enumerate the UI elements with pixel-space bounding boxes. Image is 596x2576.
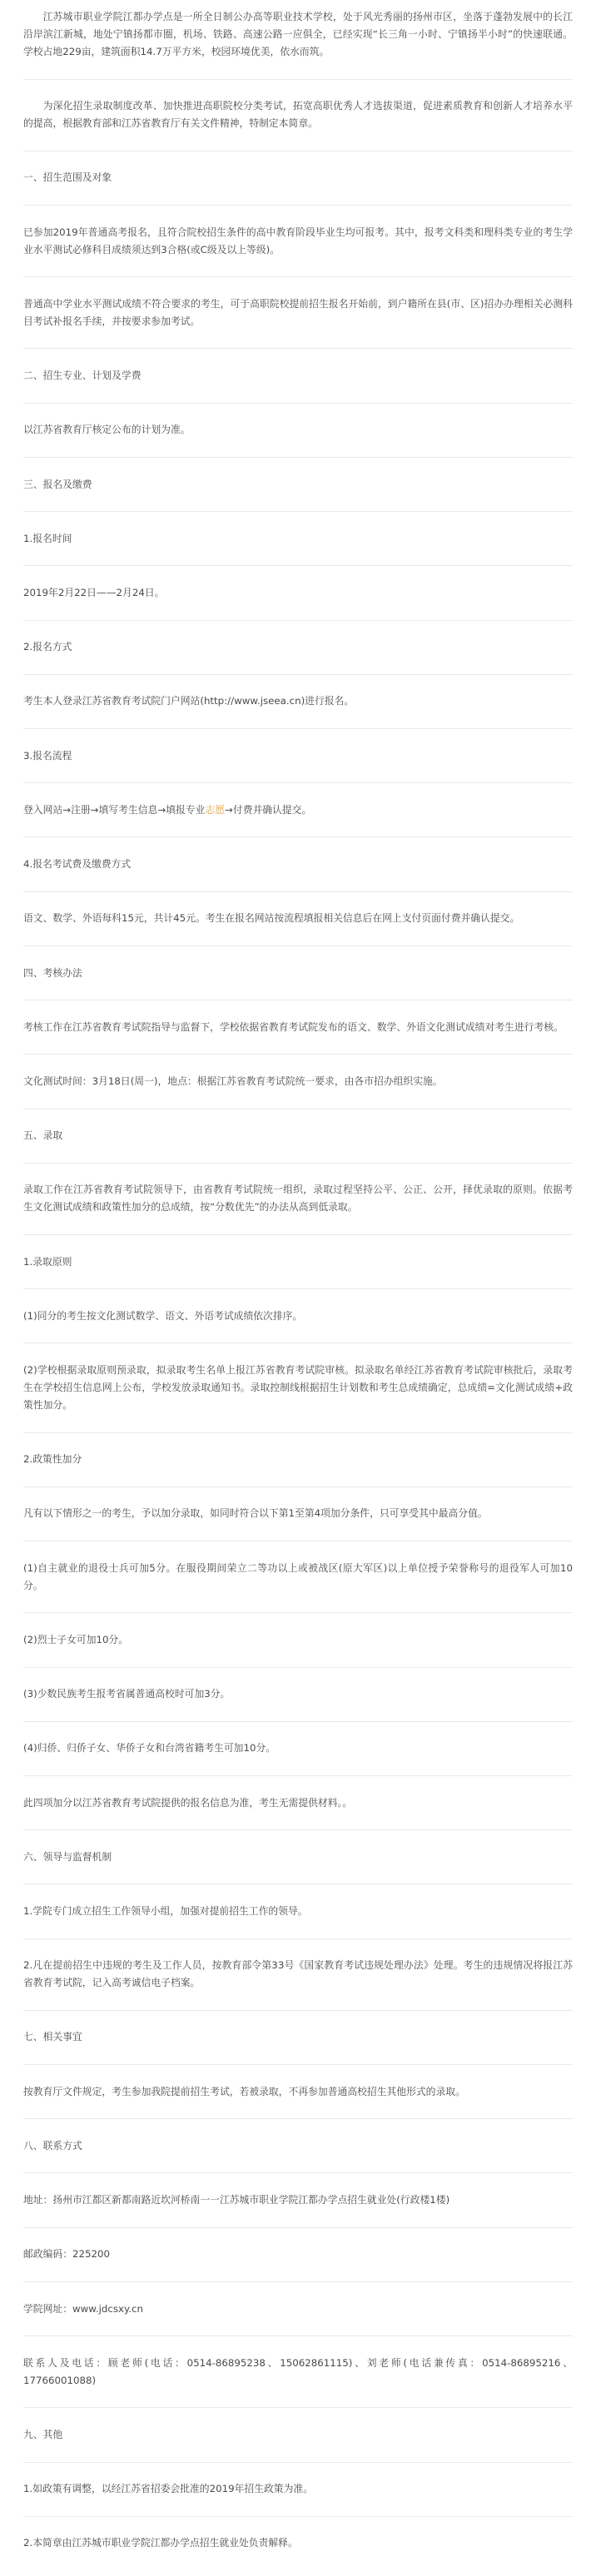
divider [23, 2064, 573, 2065]
divider [23, 403, 573, 404]
divider [23, 782, 573, 783]
paragraph: 学院网址：www.jdcsxy.cn [23, 2302, 143, 2315]
divider [23, 1054, 573, 1055]
paragraph: 3.报名流程 [23, 749, 72, 762]
paragraph: 联系人及电话：顾老师(电话：0514-86895238、15062861115)、刘老师(电话兼传真：0514-86895216、17766001088) [23, 2356, 573, 2386]
divider [23, 2227, 573, 2228]
paragraph: 1.学院专门成立招生工作领导小组，加强对提前招生工作的领导。 [23, 1905, 308, 1917]
divider [23, 836, 573, 837]
paragraph: 四、考核办法 [23, 966, 82, 979]
paragraph: (3)少数民族考生报考省属普通高校时可加3分。 [23, 1688, 231, 1700]
divider [23, 205, 573, 206]
flow-highlight: 志愿 [205, 803, 226, 816]
divider [23, 1667, 573, 1668]
paragraph: 录取工作在江苏省教育考试院领导下，由省教育考试院统一组织，录取过程坚持公平、公正、公开，择优录取的原则。依据考生文化测试成绩和政策性加分的总成绩，按“分数优先”的办法从高到低录取。 [23, 1184, 573, 1214]
paragraph: 1.报名时间 [23, 532, 72, 544]
paragraph: 1.如政策有调整，以经江苏省招委会批准的2019年招生政策为准。 [23, 2483, 313, 2495]
paragraph: 为深化招生录取制度改革、加快推进高职院校分类考试，拓宽高职优秀人才选拔渠道，促进素质教育和创新人才培养水平的提高，根据教育部和江苏省教育厅有关文件精神，特制定本简章。 [23, 100, 573, 130]
divider [23, 79, 573, 80]
paragraph: 4.报名考试费及缴费方式 [23, 858, 132, 871]
paragraph: 普通高中学业水平测试成绩不符合要求的考生，可于高职院校提前招生报名开始前，到户籍所在县(市、区)招办办理相关必测科目考试补报名手续，并按要求参加考试。 [23, 297, 573, 327]
divider [23, 620, 573, 621]
paragraph: 2019年2月22日——2月24日。 [23, 586, 165, 598]
paragraph: 考生本人登录江苏省教育考试院门户网站(http://www.jseea.cn)进行报名。 [23, 695, 355, 707]
divider [23, 1938, 573, 1939]
divider [23, 2407, 573, 2408]
paragraph: 二、招生专业、计划及学费 [23, 370, 142, 382]
divider [23, 2462, 573, 2463]
divider [23, 2010, 573, 2011]
paragraph: (1)自主就业的退役士兵可加5分。在服役期间荣立二等功以上或被战区(原大军区)以上单位授予荣誉称号的退役军人可加10分。 [23, 1561, 573, 1591]
paragraph: (2)烈士子女可加10分。 [23, 1633, 129, 1645]
divider [23, 2172, 573, 2173]
divider [23, 1775, 573, 1776]
paragraph: 2.报名方式 [23, 641, 72, 653]
divider [23, 2516, 573, 2517]
divider [23, 457, 573, 458]
paragraph: 文化测试时间：3月18日(周一)，地点：根据江苏省教育考试院统一要求，由各市招办组织实施。 [23, 1075, 443, 1087]
paragraph: (2)学校根据录取原则预录取，拟录取考生名单上报江苏省教育考试院审核。拟录取名单经江苏省教育考试院审核批后，录取考生在学校招生信息网上公布，学校发放录取通知书。录取控制线根据招生计划数和考生总成绩确定，总成绩=文化测试成绩+政策性加分。 [23, 1364, 573, 1412]
divider [23, 1288, 573, 1289]
divider [23, 1432, 573, 1433]
paragraph: 一、招生范围及对象 [23, 171, 112, 184]
paragraph: 2.政策性加分 [23, 1453, 82, 1466]
paragraph: 2.凡在提前招生中违规的考生及工作人员，按教育部令第33号《国家教育考试违规处理办法》处理。考生的违规情况将报江苏省教育考试院，记入高考诚信电子档案。 [23, 1959, 573, 1989]
divider [23, 565, 573, 566]
divider [23, 348, 573, 349]
paragraph: 已参加2019年普通高考报名，且符合院校招生条件的高中教育阶段毕业生均可报考。其中，报考文科类和理科类专业的考生学业水平测试必修科目成绩须达到3合格(或C级及以上等级)。 [23, 226, 573, 256]
paragraph: 按教育厅文件规定，考生参加我院提前招生考试，若被录取，不再参加普通高校招生其他形式的录取。 [23, 2085, 465, 2097]
paragraph: (1)同分的考生按文化测试数学、语文、外语考试成绩依次排序。 [23, 1309, 303, 1322]
divider [23, 511, 573, 512]
divider [23, 1163, 573, 1164]
paragraph: 三、报名及缴费 [23, 478, 92, 490]
divider [23, 1721, 573, 1722]
paragraph: 地址：扬州市江都区新都南路近坎河桥南一一江苏城市职业学院江都办学点招生就业处(行政楼1楼) [23, 2194, 450, 2206]
registration-flow [23, 802, 573, 819]
paragraph: 此四项加分以江苏省教育考试院提供的报名信息为准，考生无需提供材料。。 [23, 1796, 353, 1809]
divider [23, 2335, 573, 2336]
divider [23, 2118, 573, 2119]
paragraph: 邮政编码：225200 [23, 2248, 111, 2261]
divider [23, 276, 573, 277]
paragraph: 1.录取原则 [23, 1255, 72, 1268]
paragraph: (4)归侨、归侨子女、华侨子女和台湾省籍考生可加10分。 [23, 1742, 276, 1755]
paragraph: 七、相关事宜 [23, 2031, 82, 2043]
divider [23, 1612, 573, 1613]
divider [23, 2281, 573, 2282]
paragraph: 九、其他 [23, 2428, 63, 2440]
paragraph: 八、联系方式 [23, 2139, 82, 2152]
paragraph: 考核工作在江苏省教育考试院指导与监督下，学校依据省教育考试院发布的语文、数学、外语文化测试成绩对考生进行考核。 [23, 1020, 564, 1033]
paragraph: 江苏城市职业学院江都办学点是一所全日制公办高等职业技术学校，处于风光秀丽的扬州市区，坐落于蓬勃发展中的长江沿岸滨江新城，地处宁镇扬都市圈，机场、铁路、高速公路一应俱全，已经实现“长三角一小时、宁镇扬半小时”的快速联通。学校占地229亩，建筑面积14.7万平方米，校园环境优美，依水而筑。 [23, 11, 573, 57]
paragraph: 以江苏省教育厅核定公布的计划为准。 [23, 424, 191, 436]
bottom-spacer [23, 2570, 573, 2575]
divider [23, 674, 573, 675]
divider [23, 728, 573, 729]
paragraph: 五、录取 [23, 1129, 63, 1142]
divider [23, 891, 573, 892]
divider [23, 1829, 573, 1830]
paragraph: 2.本简章由江苏城市职业学院江都办学点招生就业处负责解释。 [23, 2537, 298, 2549]
paragraph: 语文、数学、外语每科15元，共计45元。考生在报名网站按流程填报相关信息后在网上支付页面付费并确认提交。 [23, 912, 520, 925]
flow-text: →付费并确认提交。 [225, 803, 312, 816]
flow-text: 登入网站→注册→填写考生信息→填报专业 [23, 803, 206, 816]
paragraph: 凡有以下情形之一的考生，予以加分录取，如同时符合以下第1至第4项加分条件，只可享受其中最高分值。 [23, 1507, 488, 1520]
paragraph: 六、领导与监督机制 [23, 1850, 112, 1863]
divider [23, 1234, 573, 1235]
